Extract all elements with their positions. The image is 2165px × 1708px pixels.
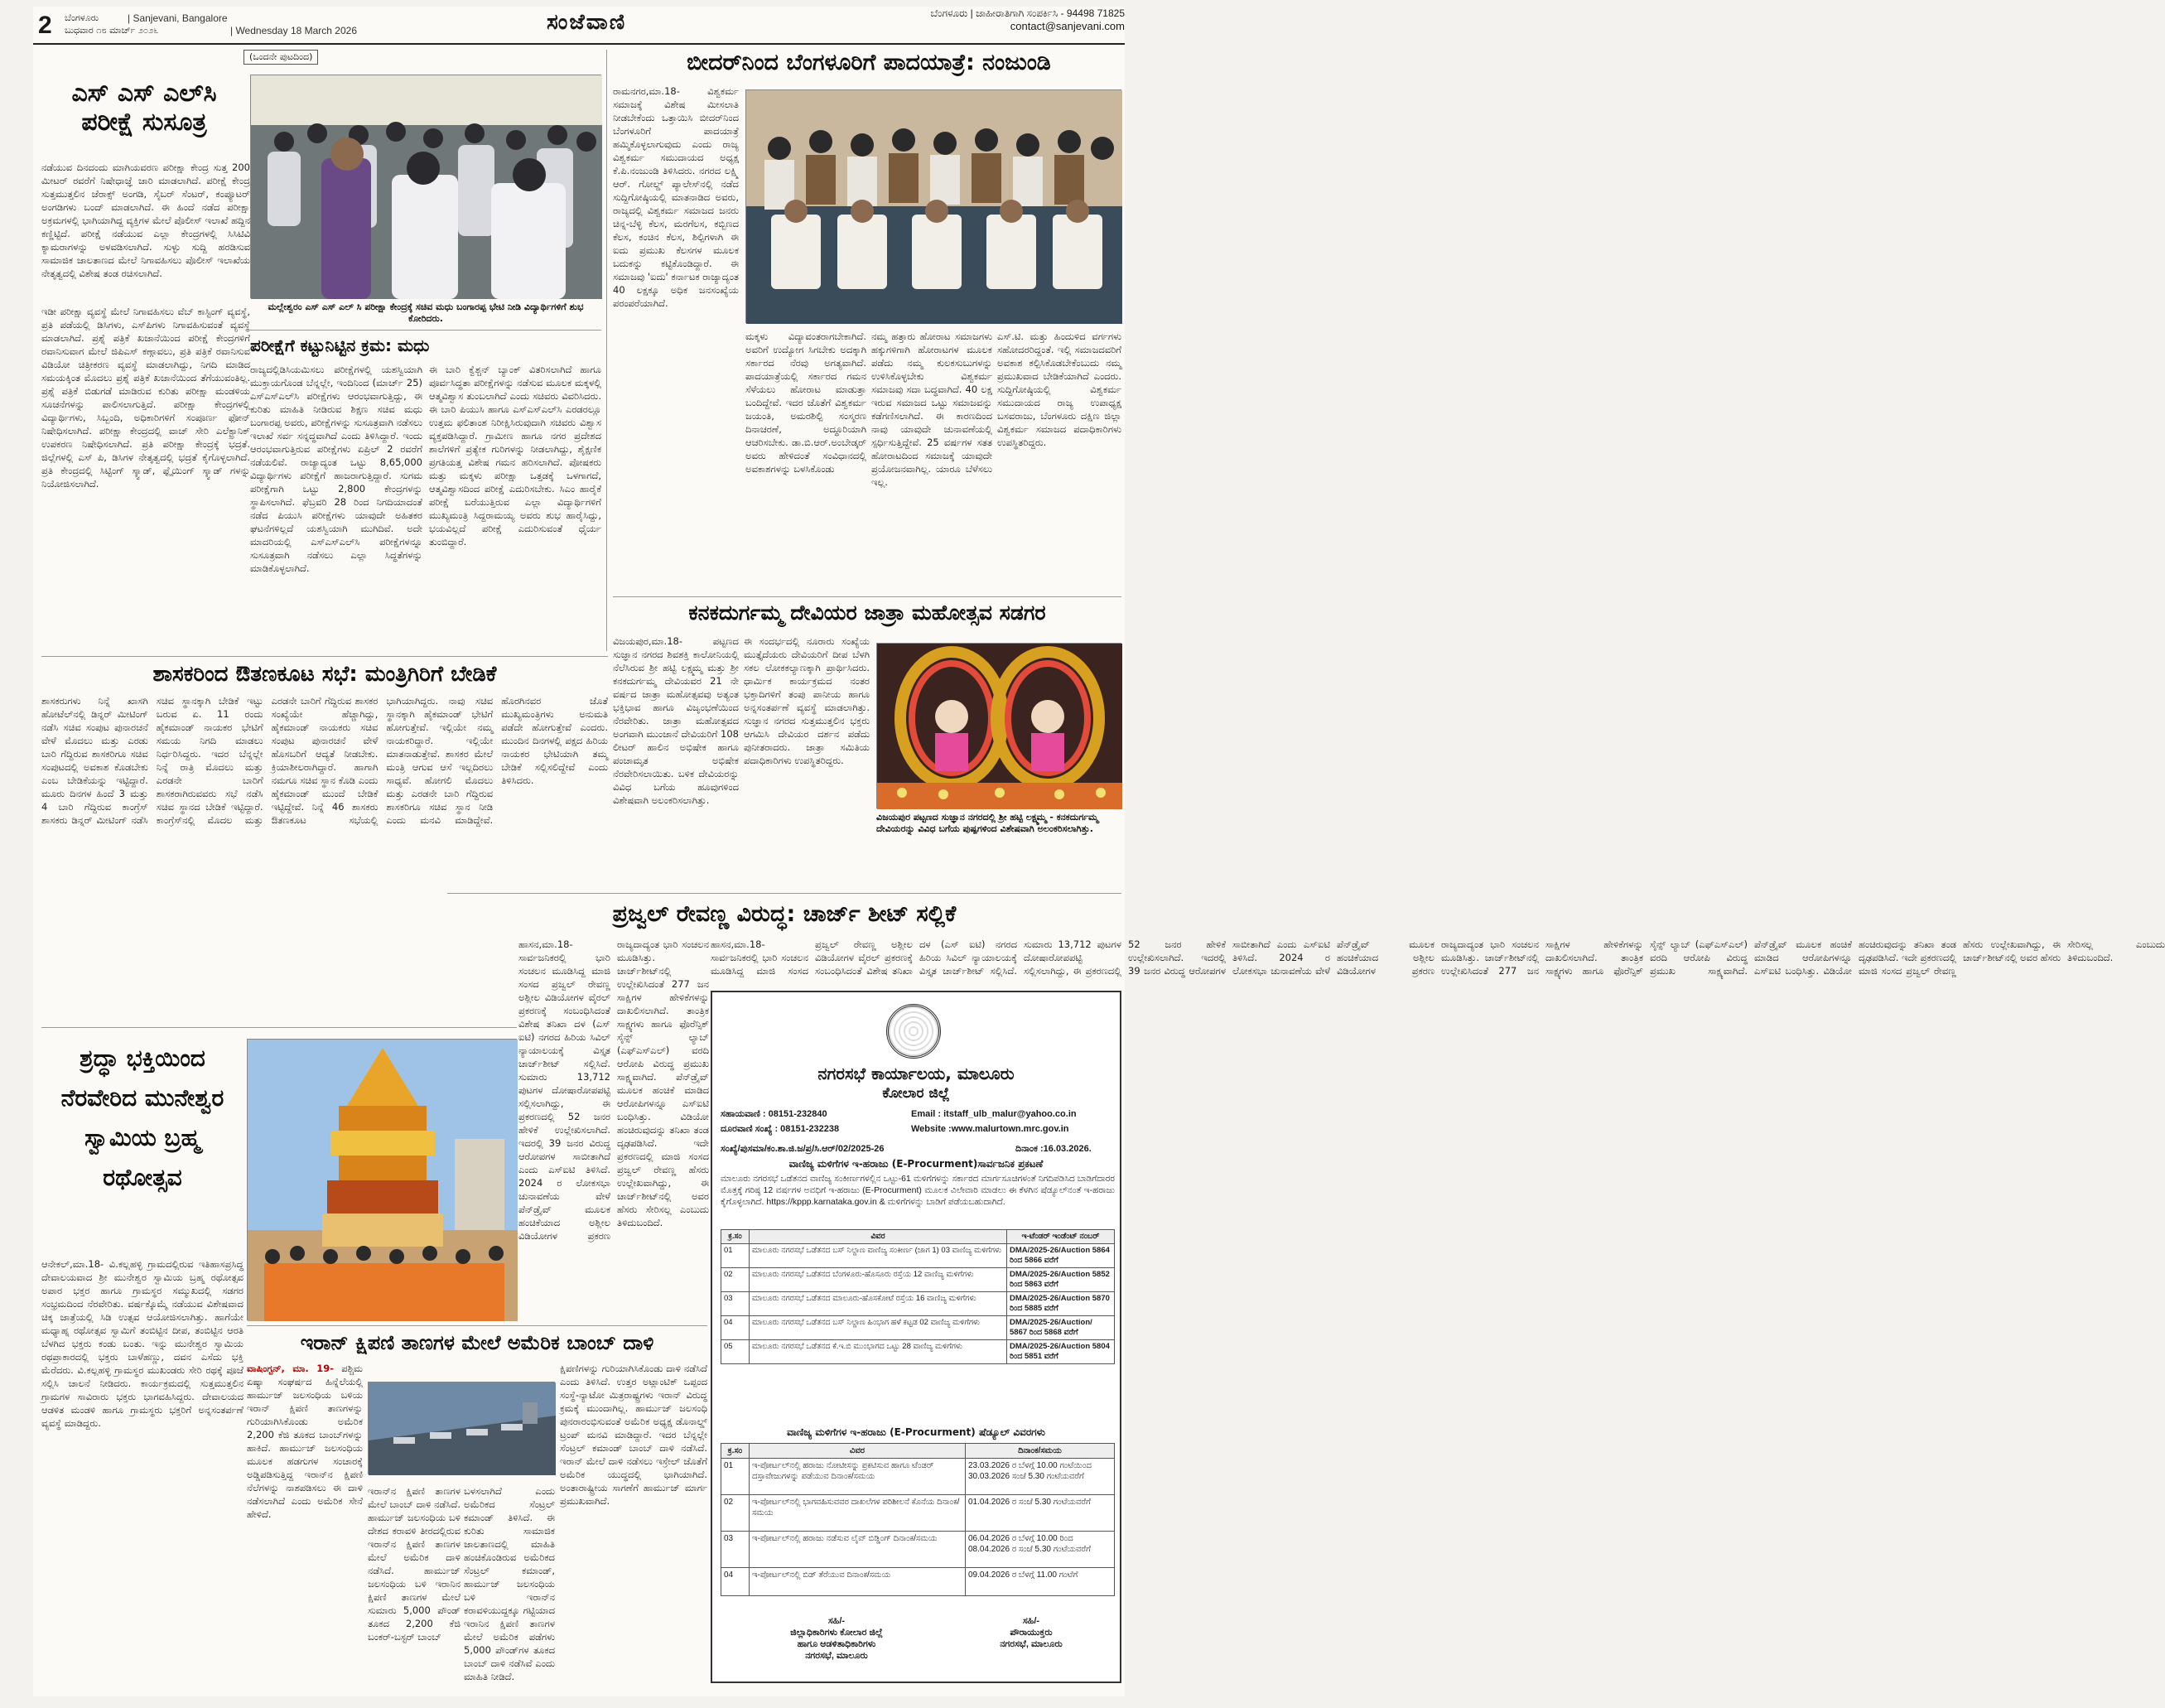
sign-left-line: ನಗರಸಭೆ, ಮಾಲೂರು xyxy=(805,1651,868,1661)
newspaper-page xyxy=(33,7,2165,1696)
cell: DMA/2025-26/Auction 5864 ರಿಂದ 5866 ವರೆಗೆ xyxy=(1007,1244,1115,1268)
bidar-body-4: ಎಸ್.ಟಿ. ಮತ್ತು ಹಿಂದುಳಿದ ವರ್ಗಗಳು ಸಹೋದರರಿದ್ದಂತೆ. ಇಲ್ಲಿ ಸಮಾಜದವರಿಗೆ ಅವಕಾಶ ಕಲ್ಪಿಸಿಕೊಡಬೇಕೆಂಬುದು ನಮ್ಮ ಪ್ರಮುಖವಾದ ಬೇಡಿಕೆಯಾಗಿದೆ ಎಂದರು. ಸುದ್ದಿಗೋಷ್ಠಿಯಲ್ಲಿ ವಿಶ್ವಕರ್ಮ ಸಮುದಾಯದ ರಾಜ್ಯ ಉಪಾಧ್ಯಕ್ಷ ಬಸವರಾಜು, ಬೆಂಗಳೂರು ದಕ್ಷಿಣ ಜಿಲ್ಲಾ ವಿಶ್ವಕರ್ಮ ಸಮಾಜದ ಪದಾಧಿಕಾರಿಗಳು ಉಪಸ್ಥಿತರಿದ್ದರು. xyxy=(997,331,1121,448)
cell: ಇ-ಪೋರ್ಟಲ್‌ನಲ್ಲಿ ಭಾಗವಹಿಸುವವರ ದಾಖಲೆಗಳ ಪರಿಶೀಲನೆ ಕೊನೆಯ ದಿನಾಂಕ/ಸಮಯ xyxy=(750,1495,966,1532)
bidar-body-1: ರಾಮನಗರ,ಮಾ.18- ವಿಶ್ವಕರ್ಮ ಸಮಾಜಕ್ಕೆ ವಿಶೇಷ ಮೀಸಲಾತಿ ನೀಡಬೇಕೆಂದು ಒತ್ತಾಯಿಸಿ ಬೀದರ್‌ನಿಂದ ಬೆಂಗಳೂರಿಗೆ ಪಾದಯಾತ್ರೆ ಹಮ್ಮಿಕೊಳ್ಳಲಾಗುವುದು ಎಂದು ರಾಜ್ಯ ವಿಶ್ವಕರ್ಮ ಸಮುದಾಯದ ಅಧ್ಯಕ್ಷ ಕೆ.ಪಿ.ನಂಜುಂಡಿ ತಿಳಿಸಿದರು. ನಗರದ ಲಕ್ಷ್ಮಿ ಆರ್. ಗೋಲ್ಡ್ ಪ್ಯಾಲೇಸ್‌ನಲ್ಲಿ ನಡೆದ ಸುದ್ದಿಗೋಷ್ಠಿಯಲ್ಲಿ ಮಾತನಾಡಿದ ಅವರು, ರಾಜ್ಯದಲ್ಲಿ ವಿಶ್ವಕರ್ಮ ಸಮಾಜದ ಜನರು ಚಿನ್ನ-ಬೆಳ್ಳಿ ಕೆಲಸ, ಮರಗೆಲಸ, ಕಬ್ಬಿಣದ ಕೆಲಸ, ಕಂಚಿನ ಕೆಲಸ, ಶಿಲ್ಪಿಗಳಾಗಿ ಈ ಐದು ಪ್ರಮುಖ ಕೆಲಸಗಳ ಮೂಲಕ ಬದುಕನ್ನು ಕಟ್ಟಿಕೊಂಡಿದ್ದಾರೆ. ಈ ಸಮಾಜವು 'ಐದು' ಕರ್ನಾಟಕ ರಾಜ್ಯಾದ್ಯಂತ 40 ಲಕ್ಷಕ್ಕೂ ಅಧಿಕ ಜನಸಂಖ್ಯೆಯ ಪರಂಪರೆಯಾಗಿದೆ. xyxy=(613,85,740,309)
schedule-table xyxy=(721,1443,1115,1596)
sslc-body-2: ಇಡೀ ಪರೀಕ್ಷಾ ವ್ಯವಸ್ಥೆ ಮೇಲೆ ನಿಗಾವಹಿಸಲು ವೆಬ್ ಕಾಸ್ಟಿಂಗ್ ವ್ಯವಸ್ಥೆ, ಪ್ರತಿ ಪಡೆಯಲ್ಲಿ ಡಿಸಿಗಳು, ಎಸ್‌ಪಿಗಳು ನಿಗಾವಹಿಸುವಂತೆ ವ್ಯವಸ್ಥೆ ಮಾಡಲಾಗಿದೆ. ಪ್ರಶ್ನೆ ಪತ್ರಿಕೆ ಖಜಾನೆಯಿಂದ ಪರೀಕ್ಷೆ ಕೇಂದ್ರಗಳಿಗೆ ರವಾನಿಸುವಾಗ ಮೇಲೆ ಜಿಪಿಎಸ್ ಕಣ್ಗಾವಲು, ಪ್ರತಿ ಪತ್ರಿಕೆ ರವಾನಿಸುವ ವಿಡಿಯೋ ಚಿತ್ರೀಕರಣ ವ್ಯವಸ್ಥೆ ಮಾಡಲಾಗಿದ್ದು, ನಿಗದಿ ಮಾಡಿದ ಸಮಯಕ್ಕಿಂತ ಮೊದಲು ಪ್ರಶ್ನೆ ಪತ್ರಿಕೆ ಖಜಾನೆಯಿಂದ ತೆಗೆಯುವಂತಿಲ್ಲ. ಪ್ರಶ್ನೆ ಪತ್ರಿಕೆ ಬಿಡುಗಡೆ ಮಾಡಿರುವ ಕುರಿತು ಪರೀಕ್ಷಾ ಮಂಡಳಿಯ ಸೂಚನೆಗಳನ್ನು ಪಾಲಿಸಲಾಗುತ್ತಿದೆ. ಪರೀಕ್ಷಾ ಕೇಂದ್ರಗಳಲ್ಲಿ ವಿದ್ಯಾರ್ಥಿಗಳು, ಸಿಬ್ಬಂದಿ, ಅಧಿಕಾರಿಗಳಿಗೆ ಸಂಪೂರ್ಣ ಫೋನ್ ನಿಷೇಧಿಸಲಾಗಿದೆ. ಪರೀಕ್ಷಾ ಕೇಂದ್ರದಲ್ಲಿ ವಾಚ್ ಸೇರಿ ಎಲೆಕ್ಟ್ರಾನಿಕ್ ಉಪಕರಣ ನಿಷೇಧಿಸಲಾಗಿದೆ. ಪ್ರತಿ ಪರೀಕ್ಷಾ ಕೇಂದ್ರಕ್ಕೆ ಭದ್ರತೆ. ಜಿಲ್ಲೆಗಳಲ್ಲಿ ಎಸ್ ಪಿ, ಡಿಸಿಗಳ ನೇತೃತ್ವದಲ್ಲಿ ಭದ್ರತೆ ಕೈಗೊಳ್ಳಲಾಗಿದೆ. ಪ್ರತಿ ಕೇಂದ್ರದಲ್ಲಿ ಸಿಟ್ಟಿಂಗ್ ಸ್ಕ್ವಾಡ್, ಫ್ಲೈಯಿಂಗ್ ಸ್ಕ್ವಾಡ್ ಗಳನ್ನು ನಿಯೋಜಿಸಲಾಗಿದೆ. xyxy=(41,306,250,490)
sign-left-line: ಜಿಲ್ಲಾಧಿಕಾರಿಗಳು ಕೋಲಾರ ಜಿಲ್ಲೆ xyxy=(790,1628,883,1638)
cell: DMA/2025-26/Auction 5870 ರಿಂದ 5885 ವರೆಗೆ xyxy=(1007,1292,1115,1316)
cell: 03 xyxy=(721,1532,750,1568)
iran-body-4: ಕ್ಷಿಪಣಿಗಳನ್ನು ಗುರಿಯಾಗಿಸಿಕೊಂಡು ದಾಳಿ ನಡೆಸಿದೆ ಎಂದು ತಿಳಿಸಿದೆ. ಉತ್ತರ ಅಟ್ಲಾಂಟಿಕ್ ಒಪ್ಪಂದ ಸಂಸ್ಥೆ-ನ್ಯಾಟೋ ಮಿತ್ರರಾಷ್ಟ್ರಗಳು ಇರಾನ್ ವಿರುದ್ಧ ಕ್ರಮಕ್ಕೆ ಮುಂದಾಗಿಲ್ಲ. ಹಾರ್ಮುಜ್ ಜಲಸಂಧಿ ಪುನರಾರಂಭಿಸುವಂತೆ ಅಮೆರಿಕ ಅಧ್ಯಕ್ಷ ಡೊನಾಲ್ಡ್ ಟ್ರಂಪ್ ಮನವಿ ಮಾಡಿದ್ದಾರೆ. ಇದರ ಬೆನ್ನಲ್ಲೇ ಸೆಂಟ್ರಲ್ ಕಮಾಂಡ್ ಬಾಂಬ್ ದಾಳಿ ನಡೆಸಿದೆ. ಇರಾನ್ ಮೇಲೆ ದಾಳಿ ನಡೆಸಲು ಇಸ್ರೇಲ್ ಜೊತೆಗೆ ಅಮೆರಿಕ ಯುದ್ಧದಲ್ಲಿ ಭಾಗಿಯಾಗಿದೆ. ಅಂತಾರಾಷ್ಟ್ರೀಯ ಸಾಗಣೆಗೆ ಹಾರ್ಮುಜ್ ಮಾರ್ಗ ಪ್ರಮುಖವಾಗಿದೆ. xyxy=(560,1363,707,1507)
notice-email: Email : itstaff_ulb_malur@yahoo.co.in xyxy=(911,1109,1077,1119)
chariot-festival-image xyxy=(248,1040,518,1321)
divider xyxy=(41,1027,517,1028)
cell: 03 xyxy=(721,1292,750,1316)
bidar-body-2: ಮಕ್ಕಳು ವಿದ್ಯಾವಂತರಾಗಬೇಕಾಗಿದೆ. ಅವರಿಗೆ ಉದ್ಯೋಗ ಸಿಗಬೇಕು ಅದಕ್ಕಾಗಿ ಸರ್ಕಾರದ ನೆರವು ಅಗತ್ಯವಾಗಿದೆ. ಪಾದಯಾತ್ರೆಯಲ್ಲಿ ಸರ್ಕಾರದ ಗಮನ ಸೆಳೆಯಲು ಹೋರಾಟ ಮಾಡುತ್ತಾ ಬಂದಿದ್ದೇವೆ. ಇದರ ಜೊತೆಗೆ ವಿಶ್ವಕರ್ಮ ಜಯಂತಿ, ಅಮರಶಿಲ್ಪಿ ಸಂಸ್ಮರಣ ದಿನಾಚರಣೆ, ಅದ್ಧೂರಿಯಾಗಿ ಆಚರಿಸಬೇಕು. ಡಾ.ಬಿ.ಆರ್.ಅಂಬೇಡ್ಕರ್ ಅವರು ಹೇಳಿದಂತೆ ಸಂವಿಧಾನದಲ್ಲಿ ಅವಕಾಶಗಳನ್ನು ಬಳಸಿಕೊಂಡು xyxy=(745,331,866,475)
sslc-headline: ಎಸ್ ಎಸ್ ಎಲ್‌ಸಿ ಪರೀಕ್ಷೆ ಸುಸೂತ್ರ xyxy=(71,79,217,137)
cell: ಮಾಲೂರು ನಗರಸಭೆ ಒಡೆತನದ ಬಸ್ ನಿಲ್ದಾಣ ವಾಣಿಜ್ಯ ಸಂಕೀರ್ಣ (ಜಾಗ 1) 03 ವಾಣಿಜ್ಯ ಮಳಿಗೆಗಳು xyxy=(750,1244,1007,1268)
government-seal-icon xyxy=(886,1004,941,1059)
cabinet-headline: ಶಾಸಕರಿಂದ ಔತಣಕೂಟ ಸಭೆ: ಮಂತ್ರಿಗಿರಿಗೆ ಬೇಡಿಕೆ xyxy=(152,662,497,687)
col-header: ವಿವರ xyxy=(750,1230,1007,1244)
sslc-photo-caption: ಮಲ್ಲೇಶ್ವರಂ ಎಸ್ ಎಸ್ ಎಲ್ ಸಿ ಪರೀಕ್ಷಾ ಕೇಂದ್ರಕ್ಕೆ ಸಚಿವ ಮಧು ಬಂಗಾರಪ್ಪ ಭೇಟಿ ನೀಡಿ ವಿದ್ಯಾರ್ಥಿಗಳಿಗೆ ಶುಭ ಕೋರಿದರು. xyxy=(268,302,584,324)
cell: ಇ-ಪೋರ್ಟಲ್‌ನಲ್ಲಿ ಹರಾಜು ನಡೆಸುವ ಲೈವ್ ಬಿಡ್ಡಿಂಗ್ ದಿನಾಂಕ/ಸಮಯ xyxy=(750,1532,966,1568)
cell: 01 xyxy=(721,1244,750,1268)
prajwal-headline: ಪ್ರಜ್ವಲ್ ರೇವಣ್ಣ ವಿರುದ್ಧ: ಚಾರ್ಜ್ ಶೀಟ್ ಸಲ್ಲಿಕೆ xyxy=(612,901,957,927)
cell: 23.03.2026 ರ ಬೆಳಗ್ಗೆ 10.00 ಗಂಟೆಯಿಂದ 30.03.2026 ಸಂಜೆ 5.30 ಗಂಟೆಯವರೆಗೆ xyxy=(966,1459,1115,1495)
iran-body-1 xyxy=(247,1362,363,1688)
sign-right xyxy=(961,1615,1102,1650)
muneshwara-body: ಆನೇಕಲ್,ಮಾ.18- ವಿ.ಕಲ್ಲಹಳ್ಳಿ ಗ್ರಾಮದಲ್ಲಿರುವ ಇತಿಹಾಸಪ್ರಸಿದ್ಧ ದೇವಾಲಯವಾದ ಶ್ರೀ ಮುನೇಶ್ವರ ಸ್ವಾಮಿಯ ಬ್ರಹ್ಮ ರಥೋತ್ಸವ ಅಪಾರ ಭಕ್ತರ ಹಾಗೂ ಗ್ರಾಮಸ್ಥರ ಸಮ್ಮುಖದಲ್ಲಿ ಸಡಗರ ಸಂಭ್ರಮದಿಂದ ನೆರವೇರಿತು. ವರ್ಷಕ್ಕೊಮ್ಮೆ ನಡೆಯುವ ವಿಶೇಷವಾದ ಚಿಕ್ಕ ಜಾತ್ರೆಯಲ್ಲಿ ಸಿಡಿ ಉತ್ಸವ ಆಯೋಜಿಸಲಾಗಿತ್ತು. ಹಾಗೆಯೇ ಮಧ್ಯಾಹ್ನ ರಥೋತ್ಸವ ಸ್ವಾಮಿಗೆ ತಂಬಿಟ್ಟಿನ ದೀಪ, ತಂಬಿಟ್ಟಿನ ಆರತಿ ಬೆಳಗಿದ ಭಕ್ತರು ಕಂಡು ಬಂತು. ಇನ್ನು ಮುನೇಶ್ವರ ಸ್ವಾಮಿಯ ರಥಪ್ರಾಕಾರದಲ್ಲಿ ಭಕ್ತರು ಬಾಳೆಹಣ್ಣು, ದವನ ಎಸೆದು ಭಕ್ತಿ ಮೆರೆದರು. ವಿ.ಕಲ್ಲಹಳ್ಳಿ ಗ್ರಾಮಸ್ಥರ ಮುಖಂಡರು ಸೇರಿ ರಥಕ್ಕೆ ಪೂಜೆ ಸಲ್ಲಿಸಿ ಚಾಲನೆ ನೀಡಿದರು. ಕಾರ್ಯಕ್ರಮದಲ್ಲಿ ಸುತ್ತಮುತ್ತಲಿನ ಗ್ರಾಮಗಳ ಸಾವಿರಾರು ಭಕ್ತರು ಭಾಗವಹಿಸಿದ್ದರು. ದೇವಾಲಯದ ಆಡಳಿತ ಮಂಡಳಿ ಹಾಗೂ ಗ್ರಾಮಸ್ಥರು ಭಕ್ತರಿಗೆ ಅನ್ನಸಂತರ್ಪಣೆ ವ್ಯವಸ್ಥೆ ಮಾಡಿದ್ದರು. xyxy=(41,1258,244,1429)
table-row xyxy=(721,1495,1115,1532)
notice-date: ದಿನಾಂಕ :16.03.2026. xyxy=(1015,1144,1092,1154)
cell: 04 xyxy=(721,1316,750,1340)
divider xyxy=(613,596,1121,597)
cell: ಮಾಲೂರು ನಗರಸಭೆ ಒಡೆತನದ ಕೆ.ಇ.ಬಿ ಮುಂಭಾಗದ ಒಟ್ಟು 28 ವಾಣಿಜ್ಯ ಮಳಿಗೆಗಳು xyxy=(750,1340,1007,1364)
sign-left-line: ಸಹಿ/- xyxy=(827,1616,846,1626)
divider xyxy=(250,330,601,331)
col-header: ವಿವರ xyxy=(750,1444,966,1459)
cell: ಮಾಲೂರು ನಗರಸಭೆ ಒಡೆತನದ ಬಸ್ ನಿಲ್ದಾಣ ಹಿಂಭಾಗ ಹಳೆ ಕಟ್ಟಡ 02 ವಾಣಿಜ್ಯ ಮಳಿಗೆಗಳು xyxy=(750,1316,1007,1340)
cell: DMA/2025-26/Auction/ 5867 ರಿಂದ 5868 ವರೆಗೆ xyxy=(1007,1316,1115,1340)
contact-email: contact@sanjevani.com xyxy=(1010,20,1125,32)
continued-tag: (ಒಂದನೇ ಪುಟದಿಂದ) xyxy=(244,50,318,65)
kanaka-headline: ಕನಕದುರ್ಗಮ್ಮ ದೇವಿಯರ ಜಾತ್ರಾ ಮಹೋತ್ಸವ ಸಡಗರ xyxy=(688,601,1046,625)
table-row xyxy=(721,1568,1115,1596)
sign-left xyxy=(770,1615,903,1662)
bidar-headline: ಬೀದರ್‌ನಿಂದ ಬೆಂಗಳೂರಿಗೆ ಪಾದಯಾತ್ರೆ: ನಂಜುಂಡಿ xyxy=(687,50,1051,75)
notice-district: ಕೋಲಾರ ಜಿಲ್ಲೆ xyxy=(882,1085,950,1102)
auction-table xyxy=(721,1229,1115,1364)
sign-left-line: ಹಾಗೂ ಆಡಳಿತಾಧಿಕಾರಿಗಳು xyxy=(797,1639,876,1649)
press-meet-image xyxy=(746,90,1122,324)
cell: 09.04.2026 ರ ಬೆಳಗ್ಗೆ 11.00 ಗಂಟೆಗೆ xyxy=(966,1568,1115,1596)
notice-phone-2: ದೂರವಾಣಿ ಸಂಖ್ಯೆ : 08151-232238 xyxy=(721,1124,840,1134)
cell: 04 xyxy=(721,1568,750,1596)
cell: ಇ-ಪೋರ್ಟಲ್‌ನಲ್ಲಿ ಹರಾಜು ನೋಟೀಸನ್ನು ಪ್ರಕಟಿಸುವ ಹಾಗೂ ಟೆಂಡರ್ ದಸ್ತಾವೇಜುಗಳನ್ನು ಪಡೆಯುವ ದಿನಾಂಕ/ಸಮಯ xyxy=(750,1459,966,1495)
cell: 02 xyxy=(721,1495,750,1532)
cell: DMA/2025-26/Auction 5804 ರಿಂದ 5851 ವರೆಗೆ xyxy=(1007,1340,1115,1364)
paper-city: | Sanjevani, Bangalore xyxy=(128,12,228,24)
iran-body-3: ಬಳಸಲಾಗಿದೆ ಎಂದು ಅಮೆರಿಕದ ಸೆಂಟ್ರಲ್ ಕಮಾಂಡ್ ತಿಳಿಸಿದೆ. ಈ ಕುರಿತು ಸಾಮಾಜಿಕ ಜಾಲತಾಣದಲ್ಲಿ ಮಾಹಿತಿ ಹಂಚಿಕೊಂಡಿರುವ ಅಮೆರಿಕದ ಸೆಂಟ್ರಲ್ ಕಮಾಂಡ್, ಹಾರ್ಮುಜ್ ಜಲಸಂಧಿಯ ಬಳಿ ಇರಾನ್‌ನ ಕರಾವಳಿಯುದ್ದಕ್ಕೂ ಗಟ್ಟಿಯಾದ ಇರಾನಿನ ಕ್ಷಿಪಣಿ ತಾಣಗಳ ಮೇಲೆ ಅಮೆರಿಕ ಪಡೆಗಳು 5,000 ಪೌಂಡ್‌ಗಳ ತೂಕದ ಬಾಂಬ್ ದಾಳಿ ನಡೆಸಿವೆ ಎಂದು ಮಾಹಿತಿ ನೀಡಿದೆ. xyxy=(464,1485,555,1682)
sign-right-line: ನಗರಸಭೆ, ಮಾಲೂರು xyxy=(1000,1639,1063,1649)
cell: ಮಾಲೂರು ನಗರಸಭೆ ಒಡೆತನದ ಬೆಂಗಳೂರು-ಹೊಸೂರು ರಸ್ತೆಯ 12 ವಾಣಿಜ್ಯ ಮಳಿಗೆಗಳು xyxy=(750,1268,1007,1292)
prajwal-body-cont: ಹಾಸನ,ಮಾ.18- ಸಾರ್ವಜನಿಕರಲ್ಲಿ ಭಾರಿ ಸಂಚಲನ ಮೂಡಿಸಿದ್ದ ಮಾಜಿ ಸಂಸದ ಪ್ರಜ್ವಲ್ ರೇವಣ್ಣ ಅಶ್ಲೀಲ ವಿಡಿಯೋಗಳ ವೈರಲ್ ಪ್ರಕರಣಕ್ಕೆ ಸಂಬಂಧಿಸಿದಂತೆ ವಿಶೇಷ ತನಿಖಾ ದಳ (ಎಸ್ ಐಟಿ) ನಗರದ ಹಿರಿಯ ಸಿವಿಲ್ ನ್ಯಾಯಾಲಯಕ್ಕೆ ವಿಸ್ತೃತ ಚಾರ್ಜ್‌ಶೀಟ್ ಸಲ್ಲಿಸಿದೆ. ಸುಮಾರು 13,712 ಪುಟಗಳ ದೋಷಾರೋಪಪಟ್ಟಿ ಸಲ್ಲಿಸಲಾಗಿದ್ದು, ಈ ಪ್ರಕರಣದಲ್ಲಿ 52 ಜನರ ಹೇಳಿಕೆ ಉಲ್ಲೇಖಿಸಲಾಗಿದೆ. ಇದರಲ್ಲಿ 39 ಜನರ ವಿರುದ್ಧ ಆರೋಪಗಳ ಸಾಬೀತಾಗಿದೆ ಎಂದು ಎಸ್‌ಐಟಿ ತಿಳಿಸಿದೆ. 2024 ರ ಲೋಕಸಭಾ ಚುನಾವಣೆಯ ವೇಳೆ ಪೆನ್‌ಡ್ರೈವ್ ಮೂಲಕ ಹಂಚಿಕೆಯಾದ ಅಶ್ಲೀಲ ವಿಡಿಯೋಗಳ ಪ್ರಕರಣ ರಾಜ್ಯದಾದ್ಯಂತ ಭಾರಿ ಸಂಚಲನ ಮೂಡಿಸಿತ್ತು. ಚಾರ್ಜ್‌ಶೀಟ್‌ನಲ್ಲಿ ಉಲ್ಲೇಖಿಸಿದಂತೆ 277 ಜನ ಸಾಕ್ಷಿಗಳ ಹೇಳಿಕೆಗಳನ್ನು ದಾಖಲಿಸಲಾಗಿದೆ. ತಾಂತ್ರಿಕ ಸಾಕ್ಷ್ಯಗಳು ಹಾಗೂ ಫೊರೆನ್ಸಿಕ್ ಸೈನ್ಸ್ ಲ್ಯಾಬ್ (ಎಫ್‌ಎಸ್‌ಎಲ್) ವರದಿ ಆರೋಪಿ ವಿರುದ್ಧ ಪ್ರಮುಖ ಸಾಕ್ಷ್ಯವಾಗಿದೆ. ಪೆನ್‌ಡ್ರೈವ್ ಮೂಲಕ ಹಂಚಿಕೆ ಮಾಡಿದ ಆರೋಪಿಗಳನ್ನೂ ಎಸ್‌ಐಟಿ ಬಂಧಿಸಿತ್ತು. ವಿಡಿಯೋ ಹಂಚಿರುವುದನ್ನು ತನಿಖಾ ತಂಡ ದೃಢಪಡಿಸಿದೆ. ಇದೇ ಪ್ರಕರಣದಲ್ಲಿ ಮಾಜಿ ಸಂಸದ ಪ್ರಜ್ವಲ್ ರೇವಣ್ಣ ಹೆಸರು ಉಲ್ಲೇಖವಾಗಿದ್ದು, ಈ ಚಾರ್ಜ್‌ಶೀಟ್‌ನಲ್ಲಿ ಅವರ ಹೆಸರು ಸೇರಿಸಲ್ಲ ಎಂಬುದು ತಿಳಿದುಬಂದಿದೆ. xyxy=(711,938,2165,977)
cell: DMA/2025-26/Auction 5852 ರಿಂದ 5863 ವರೆಗೆ xyxy=(1007,1268,1115,1292)
kanaka-body-2: ಈ ಸಂದರ್ಭದಲ್ಲಿ ನೂರಾರು ಸಂಖ್ಯೆಯ ಮುತ್ತೈದೆಯರು ದೇವಿಯರಿಗೆ ದೀಪ ಬೆಳಗಿ ಸಕಲ ಲೋಕಕಲ್ಯಾಣಕ್ಕಾಗಿ ಪ್ರಾರ್ಥಿಸಿದರು. ಧಾರ್ಮಿಕ ಕಾರ್ಯಕ್ರಮದ ನಂತರ ಭಕ್ತಾದಿಗಳಿಗೆ ತಂಪು ಪಾನೀಯ ಹಾಗೂ ಅನ್ನಸಂತರ್ಪಣೆ ವ್ಯವಸ್ಥೆ ಮಾಡಲಾಗಿತ್ತು. ಸುಜ್ಞಾನ ನಗರದ ಸುತ್ತಮುತ್ತಲಿನ ಭಕ್ತರು ಆಗಮಿಸಿ ದೇವಿಯರ ದರ್ಶನ ಪಡೆದು ಪುನೀತರಾದರು. ಜಾತ್ರಾ ಸಮಿತಿಯ ಪದಾಧಿಕಾರಿಗಳು ಉಪಸ್ಥಿತರಿದ್ದರು. xyxy=(744,635,870,766)
col-header: ದಿನಾಂಕ/ಸಮಯ xyxy=(966,1444,1115,1459)
table-row xyxy=(721,1532,1115,1568)
paper-logo xyxy=(547,10,626,36)
col-header: ಕ್ರ.ಸಂ xyxy=(721,1230,750,1244)
page-number: 2 xyxy=(38,12,52,39)
city-label: ಬೆಂಗಳೂರು xyxy=(65,12,99,23)
iran-body-2: ಇರಾನ್‌ನ ಕ್ಷಿಪಣಿ ತಾಣಗಳ ಮೇಲೆ ಬಾಂಬ್ ದಾಳಿ ನಡೆಸಿದೆ. ಹಾರ್ಮುಜ್ ಜಲಸಂಧಿಯ ಬಳಿ ದೇಶದ ಕರಾವಳಿ ತೀರದಲ್ಲಿರುವ ಇರಾನ್‌ನ ಕ್ಷಿಪಣಿ ತಾಣಗಳ ಮೇಲೆ ಅಮೆರಿಕ ದಾಳಿ ನಡೆಸಿದೆ. ಹಾರ್ಮುಜ್ ಜಲಸಂಧಿಯ ಬಳಿ ಇರಾನಿನ ಕ್ಷಿಪಣಿ ತಾಣಗಳ ಮೇಲೆ ಸುಮಾರು 5,000 ಪೌಂಡ್ ತೂಕದ 2,200 ಕೆಜಿ ಬಂಕರ್-ಬಸ್ಟರ್ ಬಾಂಬ್ xyxy=(368,1485,460,1643)
bidar-body-3: ನಮ್ಮ ಹತ್ತಾರು ಹೋರಾಟ ಸಮಾಜಗಳು ಹಕ್ಕುಗಳಿಗಾಗಿ ಹೋರಾಟಗಳ ಮೂಲಕ ಪಡೆದು ನಮ್ಮ ಕುಲಕಸುಬುಗಳನ್ನು ಉಳಿಸಿಕೊಳ್ಳಬೇಕು ವಿಶ್ವಕರ್ಮ ಸಮಾಜವು ಸದಾ ಬದ್ಧವಾಗಿದೆ. 40 ಲಕ್ಷ ಇರುವ ಸಮಾಜದ ಒಟ್ಟು ಸಮಾಜವನ್ನು ಕಡೆಗಣಿಸಲಾಗಿದೆ. ಈ ಕಾರಣದಿಂದ ನಾವು ಯಾವುದೇ ಚುನಾವಣೆಯಲ್ಲಿ ಸ್ಪರ್ಧಿಸುತ್ತಿದ್ದೇವೆ. 25 ವರ್ಷಗಳ ಸತತ ಹೋರಾಟದಿಂದ ಸಮಾಜಕ್ಕೆ ಯಾವುದೇ ಪ್ರಯೋಜನವಾಗಿಲ್ಲ. ಯಾರೂ ಬೆಳೆಸಲು ಇಲ್ಲ. xyxy=(871,331,992,488)
cabinet-body: ಶಾಸಕರುಗಳು ನಿನ್ನೆ ಖಾಸಗಿ ಹೋಟೆಲ್‌ನಲ್ಲಿ ಡಿನ್ನರ್ ಮೀಟಿಂಗ್ ನಡೆಸಿ ಸಚಿವ ಸಂಪುಟ ಪುನಾರಚನೆ ವೇಳೆ ಮೊದಲು ಮತ್ತು ಎರಡು ಬಾರಿ ಗೆದ್ದಿರುವ ಶಾಸಕರಿಗೂ ಸಚಿವ ಸಂಪುಟದಲ್ಲಿ ಅವಕಾಶ ಕೊಡಬೇಕು ಎಂಬ ಬೇಡಿಕೆಯನ್ನು ಇಟ್ಟಿದ್ದಾರೆ. ಮೂರು ದಿನಗಳ ಹಿಂದೆ 3 ಮತ್ತು 4 ಬಾರಿ ಗೆದ್ದಿರುವ ಕಾಂಗ್ರೆಸ್ ಶಾಸಕರು ಡಿನ್ನರ್ ಮೀಟಿಂಗ್ ನಡೆಸಿ ಸಚಿವ ಸ್ಥಾನಕ್ಕಾಗಿ ಬೇಡಿಕೆ ಇಟ್ಟು ಬರುವ ಏ. 11 ರಂದು ಹೈಕಮಾಂಡ್ ನಾಯಕರ ಭೇಟಿಗೆ ಸಮಯ ನಿಗದಿ ಮಾಡಲು ನಿರ್ಧರಿಸಿದ್ದರು. ಇದರ ಬೆನ್ನಲ್ಲೇ ನಿನ್ನೆ ರಾತ್ರಿ ಮೊದಲು ಮತ್ತು ಎರಡನೇ ಬಾರಿಗೆ ಶಾಸಕರಾಗಿರುವವರು ಸಭೆ ನಡೆಸಿ ಸಚಿವ ಸ್ಥಾನದ ಬೇಡಿಕೆ ಇಟ್ಟಿದ್ದಾರೆ. ಕಾಂಗ್ರೆಸ್‌ನಲ್ಲಿ ಮೊದಲ ಮತ್ತು ಎರಡನೇ ಬಾರಿಗೆ ಗೆದ್ದಿರುವ ಶಾಸಕರ ಸಂಖ್ಯೆಯೇ ಹೆಚ್ಚಾಗಿದ್ದು, ಹೈಕಮಾಂಡ್ ನಾಯಕರು ಸಚಿವ ಸಂಪುಟ ಪುನಾರಚನೆ ವೇಳೆ ಹೊಸಬರಿಗೆ ಆದ್ಯತೆ ನೀಡಬೇಕು. ಕ್ರಿಯಾಶೀಲರಾಗಿದ್ದಾರೆ. ಹಾಗಾಗಿ ನಮಗೂ ಸಚಿವ ಸ್ಥಾನ ಕೊಡಿ ಎಂದು ಹೈಕಮಾಂಡ್ ಮುಂದೆ ಬೇಡಿಕೆ ಇಟ್ಟಿದ್ದೇವೆ. ನಿನ್ನೆ 46 ಶಾಸಕರು ಔತಣಕೂಟ ಸಭೆಯಲ್ಲಿ ಭಾಗಿಯಾಗಿದ್ದರು. ನಾವು ಸಚಿವ ಸ್ಥಾನಕ್ಕಾಗಿ ಹೈಕಮಾಂಡ್ ಭೇಟಿಗೆ ಹೋಗುತ್ತೇವೆ. ಇಲ್ಲಿಯೇ ನಮ್ಮ ನಾಯಕರಿದ್ದಾರೆ. ಇಲ್ಲಿಯೇ ಮಾತನಾಡುತ್ತೇವೆ. ಶಾಸಕರ ಮೇಲೆ ಮಂತ್ರಿ ಆಗುವ ಆಸೆ ಇಲ್ಲದಿರಲು ಸಾಧ್ಯವೆ. ಹೋಗಲಿ ಮೊದಲು ಮತ್ತು ಎರಡನೇ ಬಾರಿ ಗೆದ್ದಿರುವ ಶಾಸಕರಿಗೂ ಸಚಿವ ಸ್ಥಾನ ನೀಡಿ ಎಂದು ಮನವಿ ಮಾಡಿದ್ದೇವೆ. ಹೊರಗಿನವರ ಜೊತೆ ಮುಖ್ಯಮಂತ್ರಿಗಳು ಅನುಮತಿ ಪಡೆದೇ ಹೋಗುತ್ತೇವೆ ಎಂದರು. ಮುಂದಿನ ದಿನಗಳಲ್ಲಿ ಪಕ್ಷದ ಹಿರಿಯ ನಾಯಕರ ಭೇಟಿಯಾಗಿ ತಮ್ಮ ಬೇಡಿಕೆ ಸಲ್ಲಿಸಲಿದ್ದೇವೆ ಎಂದು ತಿಳಿಸಿದರು. xyxy=(41,695,608,826)
masthead-contact xyxy=(931,7,1126,33)
sslc-body-1: ನಡೆಯುವ ದಿನದಂದು ಮಾಗಿಯವರಣ ಪರೀಕ್ಷಾ ಕೇಂದ್ರ ಸುತ್ತ 200 ಮೀಟರ್ ರವರೆಗೆ ನಿಷೇಧಾಜ್ಞೆ ಜಾರಿ ಮಾಡಲಾಗಿದೆ. ಪರೀಕ್ಷೆ ಕೇಂದ್ರ ಸುತ್ತಮುತ್ತಲಿನ ಜೆರಾಕ್ಸ್ ಅಂಗಡಿ, ಸೈಬರ್ ಸೆಂಟರ್, ಕಂಪ್ಯೂಟರ್ ಅಂಗಡಿಗಳು ಬಂದ್ ಮಾಡಲಾಗಿದೆ. ಈ ಹಿಂದೆ ನಡೆದ ಪರೀಕ್ಷಾ ಅಕ್ರಮಗಳಲ್ಲಿ ಭಾಗಿಯಾಗಿದ್ದ ವ್ಯಕ್ತಿಗಳ ಮೇಲೆ ಪೊಲೀಸ್ ಇಲಾಖೆ ಹದ್ದಿನ ಕಣ್ಣಿಟ್ಟಿದೆ. ಪರೀಕ್ಷೆ ನಡೆಯುವ ಎಲ್ಲಾ ಕೇಂದ್ರಗಳಲ್ಲಿ ಸಿಸಿಟಿವಿ ಕ್ಯಾಮರಾಗಳನ್ನು ಅಳವಡಿಸಲಾಗಿದೆ. ಸುಳ್ಳು ಸುದ್ದಿ ಹರಡಿಸುವ ಸಾಮಾಜಿಕ ಜಾಲತಾಣದ ಮೇಲೆ ನಿಗಾವಹಿಸಲು ಪೊಲೀಸ್ ಇಲಾಖೆಯ ನೇತೃತ್ವದಲ್ಲಿ ವಿಶೇಷ ತಂಡ ರಚಿಸಲಾಗಿದೆ. xyxy=(41,162,250,279)
masthead xyxy=(33,7,1125,45)
table-row xyxy=(721,1268,1115,1292)
divider xyxy=(447,893,1121,894)
kanaka-photo-caption: ವಿಜಯಪುರ ಪಟ್ಟಣದ ಸುಜ್ಞಾನ ನಗರದಲ್ಲಿ ಶ್ರೀ ಹಟ್ಟಿ ಲಕ್ಷ್ಮಮ್ಮ - ಕನಕದುರ್ಗಮ್ಮ ದೇವಿಯರನ್ನು ವಿವಿಧ ಬಗೆಯ ಪುಷ್ಪಗಳಿಂದ ವಿಶೇಷವಾಗಿ ಅಲಂಕರಿಸಲಾಗಿತ್ತು. xyxy=(876,812,1098,834)
goddess-photo xyxy=(876,643,1121,808)
prajwal-body: ಹಾಸನ,ಮಾ.18- ಸಾರ್ವಜನಿಕರಲ್ಲಿ ಭಾರಿ ಸಂಚಲನ ಮೂಡಿಸಿದ್ದ ಮಾಜಿ ಸಂಸದ ಪ್ರಜ್ವಲ್ ರೇವಣ್ಣ ಅಶ್ಲೀಲ ವಿಡಿಯೋಗಳ ವೈರಲ್ ಪ್ರಕರಣಕ್ಕೆ ಸಂಬಂಧಿಸಿದಂತೆ ವಿಶೇಷ ತನಿಖಾ ದಳ (ಎಸ್ ಐಟಿ) ನಗರದ ಹಿರಿಯ ಸಿವಿಲ್ ನ್ಯಾಯಾಲಯಕ್ಕೆ ವಿಸ್ತೃತ ಚಾರ್ಜ್‌ಶೀಟ್ ಸಲ್ಲಿಸಿದೆ. ಸುಮಾರು 13,712 ಪುಟಗಳ ದೋಷಾರೋಪಪಟ್ಟಿ ಸಲ್ಲಿಸಲಾಗಿದ್ದು, ಈ ಪ್ರಕರಣದಲ್ಲಿ 52 ಜನರ ಹೇಳಿಕೆ ಉಲ್ಲೇಖಿಸಲಾಗಿದೆ. ಇದರಲ್ಲಿ 39 ಜನರ ವಿರುದ್ಧ ಆರೋಪಗಳ ಸಾಬೀತಾಗಿದೆ ಎಂದು ಎಸ್‌ಐಟಿ ತಿಳಿಸಿದೆ. 2024 ರ ಲೋಕಸಭಾ ಚುನಾವಣೆಯ ವೇಳೆ ಪೆನ್‌ಡ್ರೈವ್ ಮೂಲಕ ಹಂಚಿಕೆಯಾದ ಅಶ್ಲೀಲ ವಿಡಿಯೋಗಳ ಪ್ರಕರಣ ರಾಜ್ಯದಾದ್ಯಂತ ಭಾರಿ ಸಂಚಲನ ಮೂಡಿಸಿತ್ತು. ಚಾರ್ಜ್‌ಶೀಟ್‌ನಲ್ಲಿ ಉಲ್ಲೇಖಿಸಿದಂತೆ 277 ಜನ ಸಾಕ್ಷಿಗಳ ಹೇಳಿಕೆಗಳನ್ನು ದಾಖಲಿಸಲಾಗಿದೆ. ತಾಂತ್ರಿಕ ಸಾಕ್ಷ್ಯಗಳು ಹಾಗೂ ಫೊರೆನ್ಸಿಕ್ ಸೈನ್ಸ್ ಲ್ಯಾಬ್ (ಎಫ್‌ಎಸ್‌ಎಲ್) ವರದಿ ಆರೋಪಿ ವಿರುದ್ಧ ಪ್ರಮುಖ ಸಾಕ್ಷ್ಯವಾಗಿದೆ. ಪೆನ್‌ಡ್ರೈವ್ ಮೂಲಕ ಹಂಚಿಕೆ ಮಾಡಿದ ಆರೋಪಿಗಳನ್ನೂ ಎಸ್‌ಐಟಿ ಬಂಧಿಸಿತ್ತು. ವಿಡಿಯೋ ಹಂಚಿರುವುದನ್ನು ತನಿಖಾ ತಂಡ ದೃಢಪಡಿಸಿದೆ. ಇದೇ ಪ್ರಕರಣದಲ್ಲಿ ಮಾಜಿ ಸಂಸದ ಪ್ರಜ್ವಲ್ ರೇವಣ್ಣ ಹೆಸರು ಉಲ್ಲೇಖವಾಗಿದ್ದು, ಈ ಚಾರ್ಜ್‌ಶೀಟ್‌ನಲ್ಲಿ ಅವರ ಹೆಸರು ಸೇರಿಸಲ್ಲ ಎಂಬುದು ತಿಳಿದುಬಂದಿದೆ. xyxy=(518,938,709,1242)
students-crowd-image xyxy=(251,75,602,299)
chariot-photo xyxy=(247,1039,517,1320)
notice-website: Website :www.malurtown.mrc.gov.in xyxy=(911,1124,1069,1134)
notice-subject: ವಾಣಿಜ್ಯ ಮಳಿಗೆಗಳ ಇ-ಹರಾಜು (E-Procurment)ಸಾರ್ವಜನಿಕ ಪ್ರಕಟಣೆ xyxy=(788,1158,1044,1170)
table-row xyxy=(721,1244,1115,1268)
ad-line: ಬೆಂಗಳೂರು | ಜಾಹೀರಾತಿಗಾಗಿ ಸಂಪರ್ಕಿಸಿ - 94498 71825 xyxy=(930,7,1125,19)
issue-date: | Wednesday 18 March 2026 xyxy=(230,25,357,36)
cell: 01 xyxy=(721,1459,750,1495)
table-row xyxy=(721,1340,1115,1364)
cell: 02 xyxy=(721,1268,750,1292)
exam-rules-body-2: ಈ ಬಾರಿ ಕ್ವೆಶ್ಚನ್ ಬ್ಯಾಂಕ್ ವಿತರಿಸಲಾಗಿದೆ ಹಾಗೂ ಪೂರ್ವಸಿದ್ಧತಾ ಪರೀಕ್ಷೆಗಳನ್ನು ನಡೆಸುವ ಮೂಲಕ ಮಕ್ಕಳಲ್ಲಿ ಆತ್ಮವಿಶ್ವಾಸ ತುಂಬಲಾಗಿದೆ ಎಂದು ಸಚಿವರು ವಿವರಿಸಿದರು. ಈ ಬಾರಿ ಪಿಯುಸಿ ಹಾಗೂ ಎಸ್‌ಎಸ್‌ಎಲ್‌ಸಿ ಎರಡರಲ್ಲೂ ಉತ್ತಮ ಫಲಿತಾಂಶ ನಿರೀಕ್ಷಿಸಿರುವುದಾಗಿ ಸಚಿವರು ವಿಶ್ವಾಸ ವ್ಯಕ್ತಪಡಿಸಿದ್ದಾರೆ. ಗ್ರಾಮೀಣ ಹಾಗೂ ನಗರ ಪ್ರದೇಶದ ಶಾಲೆಗಳಿಗೆ ಪ್ರತ್ಯೇಕ ಗುರಿಗಳನ್ನು ನೀಡಲಾಗಿದ್ದು, ಶೈಕ್ಷಣಿಕ ಪ್ರಗತಿಯತ್ತ ವಿಶೇಷ ಗಮನ ಹರಿಸಲಾಗಿದೆ. ಪೋಷಕರು ಮತ್ತು ಮಕ್ಕಳು ಪರೀಕ್ಷಾ ಒತ್ತಡಕ್ಕೆ ಒಳಗಾಗದೆ, ಆತ್ಮವಿಶ್ವಾಸದಿಂದ ಪರೀಕ್ಷೆ ಎದುರಿಸಬೇಕು. ಸಿಎಂ ಹಾರೈಕೆ ಪರೀಕ್ಷೆ ಬರೆಯುತ್ತಿರುವ ಎಲ್ಲಾ ವಿದ್ಯಾರ್ಥಿಗಳಿಗೆ ಮುಖ್ಯಮಂತ್ರಿ ಸಿದ್ದರಾಮಯ್ಯ ಅವರು ಶುಭ ಹಾರೈಸಿದ್ದು, ಭಯವಿಲ್ಲದೆ ಪರೀಕ್ಷೆ ಎದುರಿಸುವಂತೆ ಧೈರ್ಯ ತುಂಬಿದ್ದಾರೆ. xyxy=(429,364,601,548)
table-row xyxy=(721,1459,1115,1495)
day-label: ಬುಧವಾರ ೧೮ ಮಾರ್ಚ್ ೨೦೨೬ xyxy=(65,25,159,36)
divider xyxy=(41,656,608,657)
muneshwara-headline: ಶ್ರದ್ಧಾ ಭಕ್ತಿಯಿಂದ ನೆರವೇರಿದ ಮುನೇಶ್ವರ ಸ್ವಾಮಿಯ ಬ್ರಹ್ಮ ರಥೋತ್ಸವ xyxy=(60,1045,224,1191)
cell: 01.04.2026 ರ ಸಂಜೆ 5.30 ಗಂಟೆಯವರೆಗೆ xyxy=(966,1495,1115,1532)
table-row xyxy=(721,1292,1115,1316)
tender-notice xyxy=(711,991,1121,1683)
bidar-photo xyxy=(745,89,1121,323)
divider xyxy=(247,1325,707,1326)
sslc-photo xyxy=(250,75,601,298)
exam-rules-body-1: ರಾಜ್ಯದಲ್ಲಿಡಿಸಿಯಮಿಸಲು ಪರೀಕ್ಷೆಗಳಲ್ಲಿ ಯಶಸ್ವಿಯಾಗಿ ಮುಕ್ತಾಯಗೊಂಡ ಬೆನ್ನಲ್ಲೇ, ಇಂದಿನಿಂದ (ಮಾರ್ಚ್ 25) ಎಸ್‌ಎಸ್‌ಎಲ್‌ಸಿ ಪರೀಕ್ಷೆಗಳು ಆರಂಭವಾಗುತ್ತಿದ್ದು, ಈ ಕುರಿತು ಮಾಹಿತಿ ನೀಡಿರುವ ಶಿಕ್ಷಣ ಸಚಿವ ಮಧು ಬಂಗಾರಪ್ಪ ಅವರು, ಪರೀಕ್ಷೆಗಳನ್ನು ಸುಸೂತ್ರವಾಗಿ ನಡೆಸಲು ಇಲಾಖೆ ಸರ್ವ ಸನ್ನದ್ಧವಾಗಿದೆ ಎಂದು ತಿಳಿಸಿದ್ದಾರೆ. ಇಂದು ಆರಂಭವಾಗುತ್ತಿರುವ ಪರೀಕ್ಷೆಗಳು ಏಪ್ರಿಲ್ 2 ರವರೆಗೆ ನಡೆಯಲಿವೆ. ರಾಜ್ಯಾದ್ಯಂತ ಒಟ್ಟು 8,65,000 ವಿದ್ಯಾರ್ಥಿಗಳು ಪರೀಕ್ಷೆಗೆ ಹಾಜರಾಗುತ್ತಿದ್ದಾರೆ. ಸುಗಮ ಪರೀಕ್ಷೆಗಾಗಿ ಒಟ್ಟು 2,800 ಕೇಂದ್ರಗಳನ್ನು ಸ್ಥಾಪಿಸಲಾಗಿದೆ. ಫೆಬ್ರವರಿ 28 ರಿಂದ ನಿಗದಿಯಾದಂತೆ ನಡೆದ ಪಿಯುಸಿ ಪರೀಕ್ಷೆಗಳು ಯಾವುದೇ ಅಹಿತಕರ ಘಟನೆಗಳಿಲ್ಲದೆ ಯಶಸ್ವಿಯಾಗಿ ಮುಗಿದಿವೆ. ಅದೇ ಮಾದರಿಯಲ್ಲಿ ಎಸ್‌ಎಸ್‌ಎಲ್‌ಸಿ ಪರೀಕ್ಷೆಗಳನ್ನೂ ಸುಸೂತ್ರವಾಗಿ ನಡೆಸಲು ಎಲ್ಲಾ ಸಿದ್ಧತೆಗಳನ್ನು ಮಾಡಿಕೊಳ್ಳಲಾಗಿದೆ. xyxy=(250,364,422,574)
sign-right-line: ಪೌರಾಯುಕ್ತರು xyxy=(1010,1628,1053,1638)
iran-dateline: ವಾಷಿಂಗ್ಟನ್, ಮಾ. 19- xyxy=(247,1363,335,1374)
sign-right-line: ಸಹಿ/- xyxy=(1022,1616,1040,1626)
col-header: ಕ್ರ.ಸಂ xyxy=(721,1444,750,1459)
cell: ಇ-ಪೋರ್ಟಲ್‌ನಲ್ಲಿ ಬಿಡ್ ತೆರೆಯುವ ದಿನಾಂಕ/ಸಮಯ xyxy=(750,1568,966,1596)
exam-rules-headline: ಪರೀಕ್ಷೆಗೆ ಕಟ್ಟುನಿಟ್ಟಿನ ಕ್ರಮ: ಮಧು xyxy=(250,335,430,355)
iran-text-1: ಪಶ್ಚಿಮ ಏಷ್ಯಾ ಸಂಘರ್ಷದ ಹಿನ್ನೆಲೆಯಲ್ಲಿ ಹಾರ್ಮುಜ್ ಜಲಸಂಧಿಯ ಬಳಿಯ ಇರಾನ್ ಕ್ಷಿಪಣಿ ತಾಣಗಳನ್ನು ಗುರಿಯಾಗಿಸಿಕೊಂಡು ಅಮೆರಿಕ 2,200 ಕೆಜಿ ತೂಕದ ಬಾಂಬ್‌ಗಳನ್ನು ಹಾಕಿದೆ. ಹಾರ್ಮುಜ್ ಜಲಸಂಧಿಯ ಮೂಲಕ ಹಡಗುಗಳ ಸಂಚಾರಕ್ಕೆ ಅಡ್ಡಿಪಡಿಸುತ್ತಿದ್ದ ಇರಾನ್‌ನ ಕ್ಷಿಪಣಿ ನೆಲೆಗಳನ್ನು ನಾಶಪಡಿಸಲು ಈ ದಾಳಿ ನಡೆಸಲಾಗಿದೆ ಎಂದು ಅಮೆರಿಕ ಸೇನೆ ಹೇಳಿದೆ. xyxy=(247,1363,363,1520)
table-row xyxy=(721,1316,1115,1340)
deity-decoration-image xyxy=(877,644,1122,809)
cell: 05 xyxy=(721,1340,750,1364)
notice-title: ನಗರಸಭೆ ಕಾರ್ಯಾಲಯ, ಮಾಲೂರು xyxy=(817,1064,1015,1083)
kanaka-body-1: ವಿಜಯಪುರ,ಮಾ.18- ಪಟ್ಟಣದ ಸುಜ್ಞಾನ ನಗರದ ಶಿವಶಕ್ತಿ ಕಾಲೋನಿಯಲ್ಲಿ ನೆಲೆಸಿರುವ ಶ್ರೀ ಹಟ್ಟಿ ಲಕ್ಷ್ಮಮ್ಮ ಮತ್ತು ಶ್ರೀ ಕನಕದುರ್ಗಮ್ಮ ದೇವಿಯವರ 21 ನೇ ವರ್ಷದ ಜಾತ್ರಾ ಮಹೋತ್ಸವವು ಅತ್ಯಂತ ಭಕ್ತಿಭಾವ ಹಾಗೂ ವಿಜೃಂಭಣೆಯಿಂದ ನೆರವೇರಿತು. ಜಾತ್ರಾ ಮಹೋತ್ಸವದ ಅಂಗವಾಗಿ ಮುಂಜಾನೆ ದೇವಿಯರಿಗೆ 108 ಲೀಟರ್ ಹಾಲಿನ ಅಭಿಷೇಕ ಹಾಗೂ ಪಂಚಾಮೃತ ಅಭಿಷೇಕ ನೆರವೇರಿಸಲಾಯಿತು. ಬಳಿಕ ದೇವಿಯರನ್ನು ವಿವಿಧ ಬಗೆಯ ಹೂವುಗಳಿಂದ ವಿಶೇಷವಾಗಿ ಅಲಂಕರಿಸಲಾಗಿತ್ತು. xyxy=(613,635,739,806)
notice-ref: ಸಂಖ್ಯೆ/ಪುಸಮಾ/ಕಂ.ಶಾ.ಜಿ.ಜ/ಪ್ರ/ಸಿ.ಆರ್/02/2025-26 xyxy=(721,1144,885,1154)
notice-intro: ಮಾಲೂರು ನಗರಸಭೆ ಒಡೆತನದ ವಾಣಿಜ್ಯ ಸಂಕೀರ್ಣಗಳಲ್ಲಿನ ಒಟ್ಟು-61 ಮಳಿಗೆಗಳನ್ನು ಸರ್ಕಾರದ ಮಾರ್ಗಸೂಚಿಗಳಂತೆ ನಿಗದಿಪಡಿಸಿದ ಬಾಡಿಗೆದಾರರ ಮೊತ್ತಕ್ಕೆ ಗರಿಷ್ಠ 12 ವರ್ಷಗಳ ಅವಧಿಗೆ ಇ-ಹರಾಜು (E-Procurment) ಮೂಲಕ ವಿಲೇವಾರಿ ಮಾಡಲು ಈ ಕೆಳಗಿನ ಷೆಡ್ಯೂಲ್‌ನಂತೆ ಇ-ಹರಾಜು ಕೈಗೊಳ್ಳಲಾಗಿದೆ. https://kppp.karnataka.gov.in & ಮಳಿಗೆಗಳನ್ನು ಬಾಡಿಗೆ ಪಡೆಯಬಹುದಾಗಿದೆ. xyxy=(721,1174,1115,1207)
column-divider xyxy=(606,50,607,651)
col-header: ಇ-ಟೆಂಡರ್ ಇಂಡೆಂಟ್ ನಂಬರ್ xyxy=(1007,1230,1115,1244)
cell: ಮಾಲೂರು ನಗರಸಭೆ ಒಡೆತನದ ಮಾಲೂರು-ಹೊಸಕೋಟೆ ರಸ್ತೆಯ 16 ವಾಣಿಜ್ಯ ಮಳಿಗೆಗಳು xyxy=(750,1292,1007,1316)
iran-headline: ಇರಾನ್ ಕ್ಷಿಪಣಿ ತಾಣಗಳ ಮೇಲೆ ಅಮೆರಿಕ ಬಾಂಬ್ ದಾಳಿ xyxy=(300,1331,654,1354)
notice-phone-1: ಸಹಾಯವಾಣಿ : 08151-232840 xyxy=(721,1109,827,1119)
schedule-title: ವಾಣಿಜ್ಯ ಮಳಿಗೆಗಳ ಇ-ಹರಾಜು (E-Procurment) ಷೆಡ್ಯೂಲ್ ವಿವರಗಳು xyxy=(786,1426,1045,1438)
cell: 06.04.2026 ರ ಬೆಳಗ್ಗೆ 10.00 ರಿಂದ 08.04.2026 ರ ಸಂಜೆ 5.30 ಗಂಟೆಯವರೆಗೆ xyxy=(966,1532,1115,1568)
logo-text: ಸಂಜೆವಾಣಿ xyxy=(547,10,627,35)
